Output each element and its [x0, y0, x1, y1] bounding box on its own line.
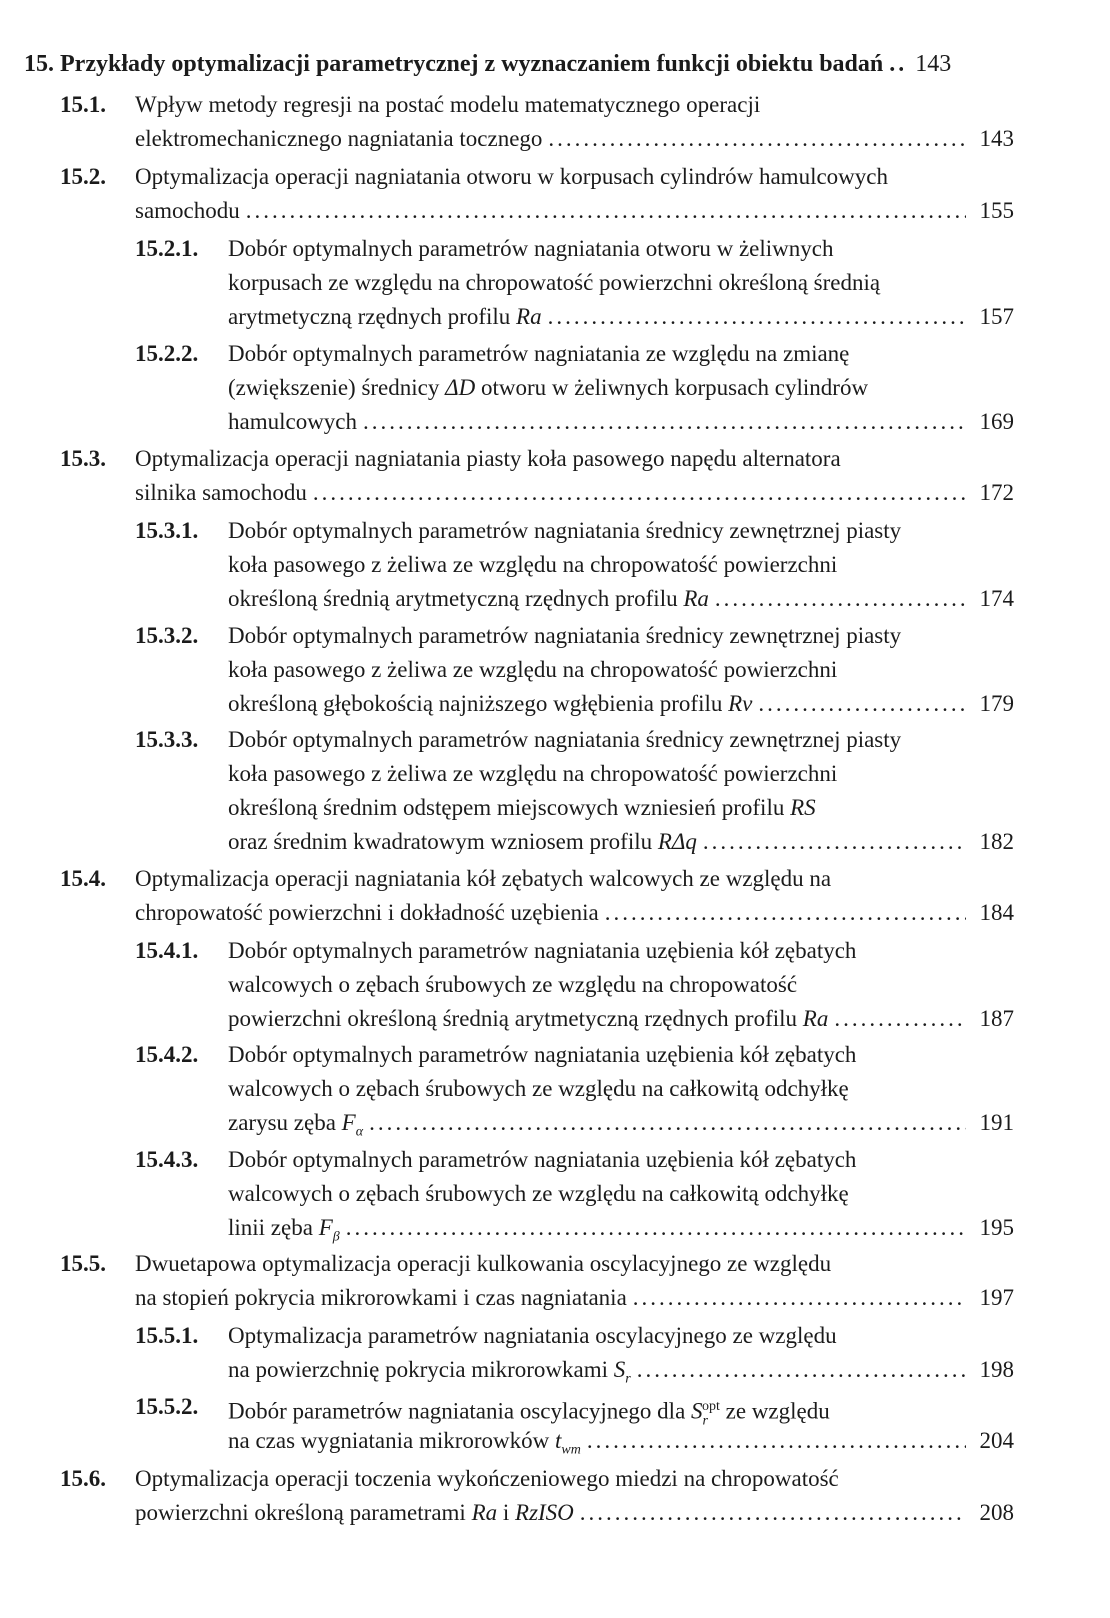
- toc-entry-15-2-1[interactable]: [228, 300, 1014, 334]
- symbol: t: [555, 1428, 562, 1453]
- symbol: S: [691, 1398, 703, 1424]
- dot-leader: [587, 1424, 966, 1458]
- entry-number: 15.6.: [60, 1466, 106, 1491]
- toc-entry-15-5-2-line1[interactable]: [228, 1390, 830, 1429]
- symbol: Ra: [516, 304, 542, 329]
- toc-entry-15-3-line1[interactable]: [135, 442, 841, 476]
- page-number: 172: [979, 480, 1014, 505]
- entry-title-text: na czas wygniatania mikrorowków: [228, 1428, 550, 1453]
- toc-entry-15-5[interactable]: [135, 1281, 1014, 1315]
- entry-number: 15.3.3.: [135, 727, 199, 752]
- toc-entry-15-2[interactable]: [135, 194, 1014, 228]
- toc-entry-15-3-1[interactable]: [228, 582, 1014, 616]
- entry-number: 15.2.2.: [135, 341, 199, 366]
- entry-title-text: Dobór optymalnych parametrów nagniatania ze względu na zmianę: [228, 341, 850, 366]
- entry-title-text: ze względu: [725, 1398, 830, 1424]
- toc-entry-15-5-1-line1[interactable]: [228, 1319, 837, 1353]
- symbol: RzISO: [515, 1500, 574, 1525]
- entry-title-text: na powierzchnię pokrycia mikrorowkami: [228, 1357, 609, 1382]
- symbol: ΔD: [445, 375, 476, 400]
- symbol: Ra: [471, 1500, 498, 1525]
- entry-title: [24, 47, 883, 81]
- symbol-subscript: r: [702, 1413, 708, 1429]
- entry-title-text: Dobór optymalnych parametrów nagniatania uzębienia kół zębatych: [228, 1147, 857, 1172]
- entry-title-text: Dwuetapowa optymalizacja operacji kulkowania oscylacyjnego ze względu: [135, 1251, 832, 1276]
- toc-entry-15-4-3-line2[interactable]: [228, 1177, 849, 1211]
- symbol: S: [613, 1357, 626, 1382]
- entry-title-text: Dobór optymalnych parametrów nagniatania średnicy zewnętrznej piasty: [228, 623, 902, 648]
- toc-entry-15-4-1-line1[interactable]: [228, 934, 856, 968]
- entry-title-text: Optymalizacja operacji nagniatania piasty koła pasowego napędu alternatora: [135, 446, 841, 471]
- toc-entry-15-3-3-line2[interactable]: [228, 757, 837, 791]
- entry-number: 15.2.1.: [135, 236, 199, 261]
- dot-leader: [548, 122, 966, 156]
- entry-number: 15.1.: [60, 92, 106, 117]
- toc-entry-15-3[interactable]: [135, 476, 1014, 510]
- entry-title-text: Wpływ metody regresji na postać modelu matematycznego operacji: [135, 92, 761, 117]
- entry-title-text: oraz średnim kwadratowym wzniosem profilu: [228, 829, 653, 854]
- entry-title-text: elektromechanicznego nagniatania tocznego: [135, 126, 543, 151]
- entry-title-text: na stopień pokrycia mikrorowkami i czas nagniatania: [135, 1285, 627, 1310]
- page-number: 197: [979, 1285, 1014, 1310]
- entry-number: 15.4.1.: [135, 938, 199, 963]
- entry-title-text: określoną średnią arytmetyczną rzędnych profilu: [228, 586, 678, 611]
- page-number: 157: [979, 304, 1014, 329]
- page-number: 182: [979, 829, 1014, 854]
- symbol-subscript: β: [332, 1229, 340, 1245]
- entry-title-text: Dobór optymalnych parametrów nagniatania uzębienia kół zębatych: [228, 1042, 857, 1067]
- page-number: 179: [979, 691, 1014, 716]
- entry-title-text: koła pasowego z żeliwa ze względu na chropowatość powierzchni: [228, 552, 838, 577]
- page-number: 143: [979, 126, 1014, 151]
- entry-title-text: walcowych o zębach śrubowych ze względu na całkowitą odchyłkę: [228, 1076, 849, 1101]
- page-number: 191: [979, 1110, 1014, 1135]
- symbol-superscript: opt: [701, 1399, 720, 1414]
- toc-entry-15-4-3[interactable]: [228, 1211, 1014, 1245]
- entry-title-text: Optymalizacja operacji toczenia wykończeniowego miedzi na chropowatość: [135, 1466, 839, 1491]
- toc-entry-15-1-line1[interactable]: [135, 88, 760, 122]
- toc-entry-15-3-1-line1[interactable]: [228, 514, 901, 548]
- toc-entry-15-5-2[interactable]: [228, 1424, 1014, 1458]
- entry-number: 15.3.2.: [135, 623, 199, 648]
- entry-title-text: samochodu: [135, 198, 240, 223]
- entry-title-text: koła pasowego z żeliwa ze względu na chropowatość powierzchni: [228, 657, 838, 682]
- page-number: 155: [979, 198, 1014, 223]
- dot-leader: [246, 194, 966, 228]
- toc-entry-15-4-3-line1[interactable]: [228, 1143, 856, 1177]
- page-number: 187: [979, 1006, 1014, 1031]
- entry-number: 15.2.: [60, 164, 106, 189]
- dot-leader: [633, 1281, 966, 1315]
- entry-number: 15.3.1.: [135, 518, 199, 543]
- toc-entry-chapter-15[interactable]: [24, 47, 1014, 81]
- toc-entry-15-3-1-line2[interactable]: [228, 548, 837, 582]
- toc-entry-15-5-line1[interactable]: [135, 1247, 831, 1281]
- symbol: Rv: [728, 691, 753, 716]
- toc-entry-15-4-line1[interactable]: [135, 862, 831, 896]
- symbol: F: [341, 1110, 356, 1135]
- entry-title-text: linii zęba: [228, 1215, 313, 1240]
- entry-title-text: powierzchni określoną parametrami: [135, 1500, 466, 1525]
- toc-entry-15-4-2-line2[interactable]: [228, 1072, 849, 1106]
- dot-leader: [363, 405, 966, 439]
- toc-entry-15-4-2[interactable]: [228, 1106, 1014, 1140]
- entry-title-text: Przykłady optymalizacji parametrycznej z wyznaczaniem funkcji obiektu badań: [60, 51, 884, 77]
- symbol-subscript: r: [625, 1371, 631, 1387]
- toc-entry-15-2-1-line2[interactable]: [228, 266, 880, 300]
- entry-number: 15.3.: [60, 446, 106, 471]
- entry-title-text: walcowych o zębach śrubowych ze względu na całkowitą odchyłkę: [228, 1181, 849, 1206]
- symbol-subscript: α: [355, 1124, 364, 1140]
- entry-title-text: Optymalizacja operacji nagniatania kół zębatych walcowych ze względu na: [135, 866, 832, 891]
- entry-number: 15.5.1.: [135, 1323, 199, 1348]
- entry-number: 15.4.2.: [135, 1042, 199, 1067]
- dot-leader: [889, 47, 903, 81]
- dot-leader: [834, 1002, 966, 1036]
- toc-entry-15-6[interactable]: [135, 1496, 1014, 1530]
- entry-title-text: Optymalizacja operacji nagniatania otworu w korpusach cylindrów hamulcowych: [135, 164, 888, 189]
- dot-leader: [313, 476, 966, 510]
- toc-entry-15-2-2[interactable]: [228, 405, 1014, 439]
- toc-entry-15-3-3-line3[interactable]: [228, 791, 816, 825]
- page-number: 143: [915, 51, 952, 77]
- entry-title-text: (zwiększenie) średnicy: [228, 375, 440, 400]
- dot-leader: [369, 1106, 966, 1140]
- entry-title-text: zarysu zęba: [228, 1110, 336, 1135]
- toc-entry-15-4[interactable]: [135, 896, 1014, 930]
- entry-title-text: i: [502, 1500, 510, 1525]
- symbol: Ra: [802, 1006, 829, 1031]
- entry-number: 15.4.: [60, 866, 106, 891]
- entry-title-text: Dobór optymalnych parametrów nagniatania średnicy zewnętrznej piasty: [228, 518, 902, 543]
- symbol-subscript: wm: [561, 1442, 581, 1458]
- symbol: RS: [790, 795, 816, 820]
- entry-number: 15.5.2.: [135, 1394, 199, 1419]
- toc-entry-15-4-1[interactable]: [228, 1002, 1014, 1036]
- page-number: 195: [979, 1215, 1014, 1240]
- entry-title-text: określoną średnim odstępem miejscowych wzniesień profilu: [228, 795, 785, 820]
- entry-title-text: walcowych o zębach śrubowych ze względu na chropowatość: [228, 972, 798, 997]
- dot-leader: [758, 687, 966, 721]
- dot-leader: [715, 582, 966, 616]
- dot-leader: [580, 1496, 966, 1530]
- toc-entry-15-5-1[interactable]: [228, 1353, 1014, 1387]
- toc-entry-15-3-2[interactable]: [228, 687, 1014, 721]
- dot-leader: [548, 300, 966, 334]
- entry-title-text: korpusach ze względu na chropowatość powierzchni określoną średnią: [228, 270, 881, 295]
- entry-title-text: Dobór parametrów nagniatania oscylacyjnego dla: [228, 1398, 686, 1424]
- toc-entry-15-2-2-line2[interactable]: [228, 371, 868, 405]
- entry-title-text: Optymalizacja parametrów nagniatania oscylacyjnego ze względu: [228, 1323, 837, 1348]
- page-number: 169: [979, 409, 1014, 434]
- dot-leader: [637, 1353, 966, 1387]
- toc-entry-15-3-3[interactable]: [228, 825, 1014, 859]
- entry-title-text: określoną głębokością najniższego wgłębienia profilu: [228, 691, 723, 716]
- toc-entry-15-2-line1[interactable]: [135, 160, 888, 194]
- entry-title-text: silnika samochodu: [135, 480, 307, 505]
- entry-title-text: chropowatość powierzchni i dokładność uzębienia: [135, 900, 599, 925]
- symbol: RΔq: [657, 829, 697, 854]
- entry-title-text: koła pasowego z żeliwa ze względu na chropowatość powierzchni: [228, 761, 838, 786]
- entry-title-text: Dobór optymalnych parametrów nagniatania uzębienia kół zębatych: [228, 938, 857, 963]
- toc-entry-15-2-2-line1[interactable]: [228, 337, 849, 371]
- page-number: 198: [979, 1357, 1014, 1382]
- symbol: F: [318, 1215, 333, 1240]
- toc-entry-15-3-2-line1[interactable]: [228, 619, 901, 653]
- dot-leader: [605, 896, 966, 930]
- page-number: 184: [979, 900, 1014, 925]
- entry-title-text: Dobór optymalnych parametrów nagniatania otworu w żeliwnych: [228, 236, 834, 261]
- entry-title-text: otworu w żeliwnych korpusach cylindrów: [480, 375, 869, 400]
- toc-entry-15-1[interactable]: [135, 122, 1014, 156]
- entry-title-text: powierzchni określoną średnią arytmetyczną rzędnych profilu: [228, 1006, 798, 1031]
- entry-number: 15.: [24, 51, 54, 77]
- toc-entry-15-4-2-line1[interactable]: [228, 1038, 856, 1072]
- toc-entry-15-3-2-line2[interactable]: [228, 653, 837, 687]
- dot-leader: [703, 825, 966, 859]
- entry-title-text: Dobór optymalnych parametrów nagniatania średnicy zewnętrznej piasty: [228, 727, 902, 752]
- symbol: Ra: [683, 586, 709, 611]
- page-number: 204: [979, 1428, 1014, 1453]
- toc-entry-15-3-3-line1[interactable]: [228, 723, 901, 757]
- toc-entry-15-6-line1[interactable]: [135, 1462, 839, 1496]
- dot-leader: [346, 1211, 966, 1245]
- toc-entry-15-2-1-line1[interactable]: [228, 232, 833, 266]
- page-number: 174: [979, 586, 1014, 611]
- entry-number: 15.4.3.: [135, 1147, 199, 1172]
- entry-number: 15.5.: [60, 1251, 106, 1276]
- entry-title-text: hamulcowych: [228, 409, 358, 434]
- page-number: 208: [979, 1500, 1014, 1525]
- toc-entry-15-4-1-line2[interactable]: [228, 968, 797, 1002]
- entry-title-text: arytmetyczną rzędnych profilu: [228, 304, 511, 329]
